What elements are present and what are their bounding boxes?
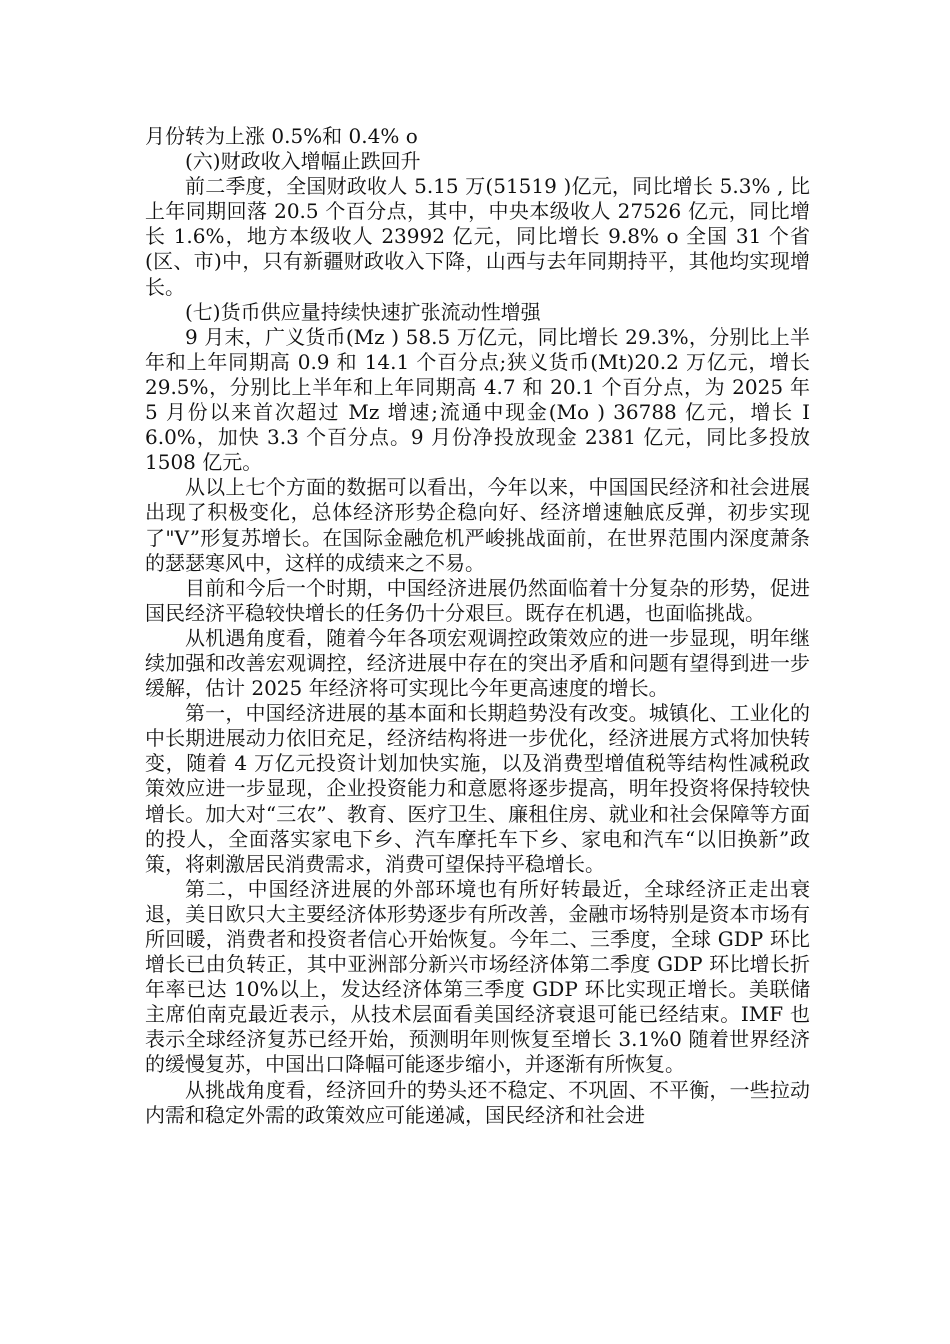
paragraph-challenges: 从挑战角度看，经济回升的势头还不稳定、不巩固、不平衡，一些拉动内需和稳定外需的政策效应可能递减，国民经济和社会进 bbox=[145, 1077, 810, 1127]
paragraph-fiscal-revenue: 前二季度，全国财政收人 5.15 万(51519 )亿元，同比增长 5.3% , 比上年同期回落 20.5 个百分点，其中，中央本级收人 27526 亿元，同比增长 1.6%，地方本级收人 23992 亿元，同比增长 9.8% o 全国 31 个省(区、市)中，只有新疆财政收入下降，山西与去年同期持平，其他均实现增长。 bbox=[145, 174, 810, 299]
paragraph-money-supply: 9 月末，广义货币(Mz ) 58.5 万亿元，同比增长 29.3%，分别比上半年和上年同期高 0.9 和 14.1 个百分点;狭义货币(Mt)20.2 万亿元，增长 29.5%，分别比上半年和上年同期高 4.7 和 20.1 个百分点，为 2025 年 5 月份以来首次超过 Mz 增速;流通中现金(Mo ) 36788 亿元，增长 I 6.0%，加快 3.3 个百分点。9 月份净投放现金 2381 亿元，同比多投放 1508 亿元。 bbox=[145, 324, 810, 475]
paragraph-first-point: 第一，中国经济进展的基本面和长期趋势没有改变。城镇化、工业化的中长期进展动力依旧充足，经济结构将进一步优化，经济进展方式将加快转变，随着 4 万亿元投资计划加快实施，以及消费型增值税等结构性减税政策效应进一步显现，企业投资能力和意愿将逐步提高，明年投资将保持较快增长。加大对“三农”、教育、医疗卫生、廉租住房、就业和社会保障等方面的投人，全面落实家电下乡、汽车摩托车下乡、家电和汽车“以旧换新”政策，将刺激居民消费需求，消费可望保持平稳增长。 bbox=[145, 701, 810, 876]
paragraph-outlook: 目前和今后一个时期，中国经济进展仍然面临着十分复杂的形势，促进国民经济平稳较快增长的任务仍十分艰巨。既存在机遇，也面临挑战。 bbox=[145, 575, 810, 625]
paragraph-summary: 从以上七个方面的数据可以看出，今年以来，中国国民经济和社会进展出现了积极变化，总体经济形势企稳向好、经济增速触底反弹，初步实现了"V”形复苏增长。在国际金融危机严峻挑战面前，在世界范围内深度萧条的瑟瑟寒风中，这样的成绩来之不易。 bbox=[145, 475, 810, 575]
paragraph-continuation: 月份转为上涨 0.5%和 0.4% o bbox=[145, 124, 418, 148]
section-heading-fiscal-revenue: (六)财政收入增幅止跌回升 bbox=[185, 149, 421, 174]
section-heading-money-supply: (七)货币供应量持续快速扩张流动性增强 bbox=[185, 299, 541, 324]
paragraph-second-point: 第二，中国经济进展的外部环境也有所好转最近，全球经济正走出衰退，美日欧只大主要经济体形势逐步有所改善，金融市场特别是资本市场有所回暖，消费者和投资者信心开始恢复。今年二、三季度，全球 GDP 环比增长已由负转正，其中亚洲部分新兴市场经济体第二季度 GDP 环比增长折年率已达 10%以上，发达经济体第三季度 GDP 环比实现正增长。美联储主席伯南克最近表示，从技术层面看美国经济衰退可能已经结束。IMF 也表示全球经济复苏已经开始，预测明年则恢复至增长 3.1%0 随着世界经济的缓慢复苏，中国出口降幅可能逐步缩小，并逐渐有所恢复。 bbox=[145, 876, 810, 1077]
document-body bbox=[145, 124, 810, 1128]
paragraph-opportunities: 从机遇角度看，随着今年各项宏观调控政策效应的进一步显现，明年继续加强和改善宏观调控，经济进展中存在的突出矛盾和问题有望得到进一步缓解，估计 2025 年经济将可实现比今年更高速度的增长。 bbox=[145, 625, 810, 701]
